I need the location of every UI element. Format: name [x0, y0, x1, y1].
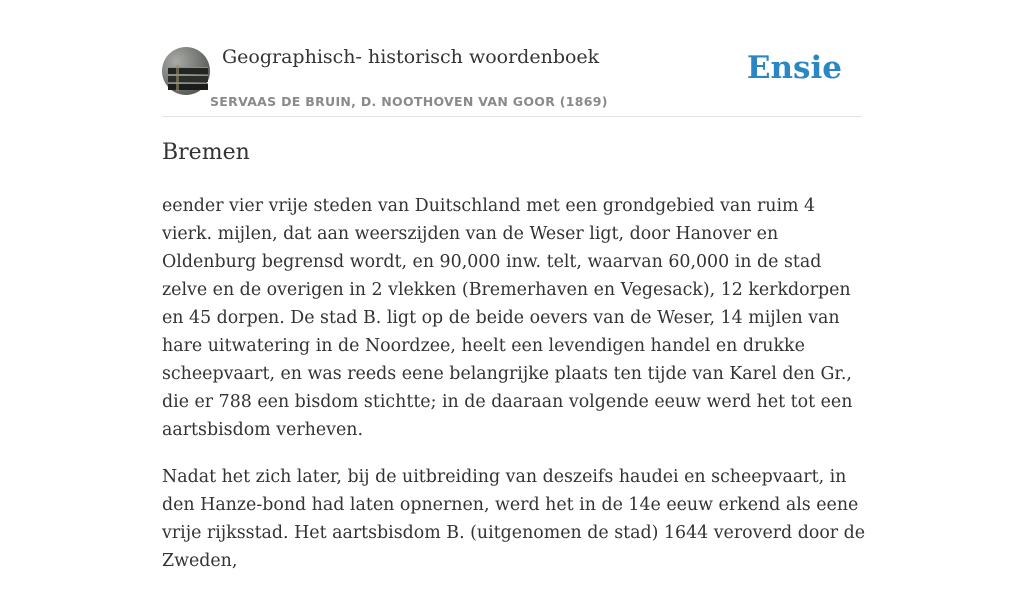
book-spine-highlight: [176, 65, 179, 91]
entry-body: [162, 192, 866, 594]
book-authors: SERVAAS DE BRUIN, D. NOOTHOVEN VAN GOOR (1869): [210, 94, 608, 109]
book-stack-icon-layer: [168, 83, 208, 90]
book-stack-icon: [168, 67, 208, 74]
book-stack-icon-layer: [168, 75, 208, 82]
book-header: [162, 46, 862, 117]
book-title[interactable]: Geographisch- historisch woordenboek: [222, 46, 600, 68]
ensie-logo[interactable]: Ensie: [746, 50, 842, 86]
entry-title: Bremen: [162, 140, 250, 165]
entry-paragraph: eender vier vrije steden van Duitschland met een grondgebied van ruim 4 vierk. mijlen, dat aan weerszijden van de Weser ligt, door Hanover en Oldenburg begrensd wordt, en 90,000 inw. telt, waarvan 60,000 in de stad zelve en de overigen in 2 vlekken (Bremerhaven en Vegesack), 12 kerkdorpen en 45 dorpen. De stad B. ligt op de beide oevers van de Weser, 14 mijlen van hare uitwatering in de Noordzee, heelt een levendigen handel en drukke scheepvaart, en was reeds eene belangrijke plaats ten tijde van Karel den Gr., die er 788 een bisdom stichtte; in de daaraan volgende eeuw werd het tot een aartsbisdom verheven.: [162, 196, 853, 440]
entry-paragraph: Nadat het zich later, bij de uitbreiding van deszeifs haudei en scheepvaart, in den Hanze-bond had laten opnernen, werd het in de 14e eeuw erkend als eene vrije rijksstad. Het aartsbisdom B. (uitgenomen de stad) 1644 veroverd door de Zweden,: [162, 467, 866, 571]
book-cover-avatar[interactable]: [162, 47, 210, 95]
